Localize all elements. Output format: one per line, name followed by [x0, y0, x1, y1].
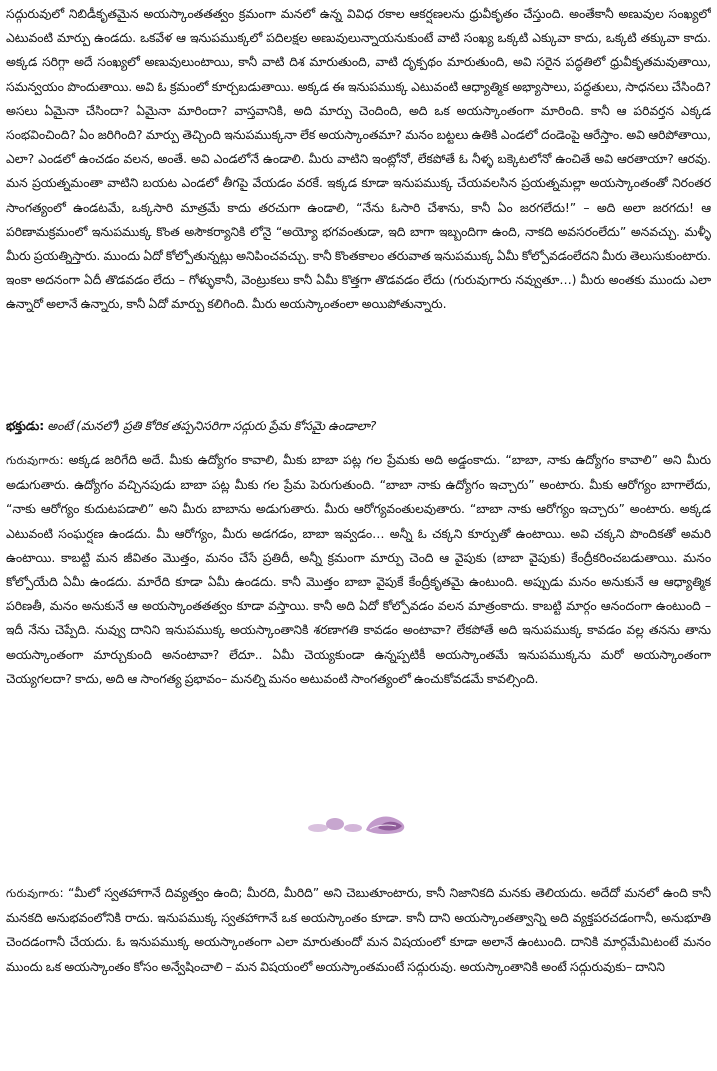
answer-1-speaker: గురువుగారు [6, 454, 60, 467]
petal-1 [308, 824, 328, 832]
petal-2 [326, 818, 344, 830]
flower-petals-divider-icon [6, 795, 711, 851]
petal-3 [344, 824, 362, 832]
question-speaker: భక్తుడు: [6, 418, 45, 433]
ornament-svg [304, 808, 414, 838]
answer-2-speaker: గురువుగారు [6, 887, 60, 900]
answer-1-text: : అక్కడ జరిగేది అదే. మీకు ఉద్యోగం కావాలి, మీకు బాబా పట్ల గల ప్రేమకు అది అడ్డంకాదు. “బాబా, నాకు ఉద్యోగం కావాలి” అని మీరు అడుగుతారు. ఉద్యోగం వచ్చినపుడు బాబా పట్ల మీకు గల ప్రేమ పెరుగుతుంది. “బాబా నాకు ఉద్యోగం ఇచ్చారు” అంటారు. మీకు ఆరోగ్యం బాగాలేదు, “నాకు ఆరోగ్యం కుదుటపడాలి” అని మీరు బాబాను అడుగుతారు. మీరు ఆరోగ్యవంతులవుతారు. “బాబా నాకు ఆరోగ్యం ఇచ్చారు” అంటారు. అక్కడ ఎటువంటి సంఘర్షణ ఉండదు. మీ ఆరోగ్యం, మీరు అడగడం, బాబా ఇవ్వడం… అన్నీ ఓ చక్కని కూర్పుతో ఉంటాయి. అవి చక్కని పొందికతో అమరి ఉంటాయి. కాబట్టి మన జీవితం మొత్తం, మనం చేసే ప్రతిదీ, అన్నీ క్రమంగా మార్పు చెంది ఆ వైపుకు (బాబా వైపుకు) కేంద్రీకరించబడుతాయి. మనం కోల్పోయేది ఏమీ ఉండదు. మారేది కూడా ఏమీ ఉండదు. కానీ మొత్తం బాబా వైపుకే కేంద్రీకృతమై ఉంటుంది. అప్పుడు మనం అనుకునే ఆ ఆధ్యాత్మిక పరిణతీ, మనం అనుకునే ఆ అయస్కాంతతత్వం కూడా వస్తాయి. కానీ అది ఏదో కోల్పోవడం వలన మాత్రంకాదు. కాబట్టి మార్గం ఆనందంగా ఉంటుంది – ఇదీ నేను చెప్పేది. నువ్వు దానిని ఇనుపముక్క అయస్కాంతానికి శరణాగతి కావడం అంటావా? లేకపోతే అది ఇనుపముక్క కావడం వల్ల తనను తాను అయస్కాంతంగా మార్చుకుంది అనంటావా? లేదూ.. ఏమీ చెయ్యకుండా ఉన్నప్పటికీ అయస్కాంతమే ఇనుపముక్కను మరో అయస్కాంతంగా చెయ్యగలదా? కాదు, అది ఆ సాంగత్య ప్రభావం– మనల్ని మనం అటువంటి సాంగత్యంలో ఉంచుకోవడమే కావల్సింది. [6, 452, 711, 686]
answer-2-text: : “మీలో స్వతహాగానే దివ్యత్వం ఉంది; మీరది, మీరిది” అని చెబుతూంటారు, కానీ నిజానికది మనకు తెలియదు. అదేదో మనలో ఉంది కానీ మనకది అనుభవంలోనికి రాదు. ఇనుపముక్క స్వతహాగానే ఒక అయస్కాంతం కూడా. కానీ దాని అయస్కాంతత్వాన్ని అది వ్యక్తపరచడంగానీ, అనుభూతి చెందడంగానీ చేయదు. ఓ ఇనుపముక్క అయస్కాంతంగా ఎలా మారుతుందో మన విషయంలో కూడా అలానే ఉంటుంది. దానికి మార్గమేమిటంటే మనం ముందు ఒక అయస్కాంతం కోసం అన్వేషించాలి – మన విషయంలో అయస్కాంతమంటే సద్గురువు. అయస్కాంతానికి అంటే సద్గురువుకు– దానిని [6, 885, 711, 974]
guru-answer-2 [6, 881, 711, 1071]
question-text: అంటే (మనలో) ప్రతి కోరిక తప్పనిసరిగా సద్గురు ప్రేమ కోసమై ఉండాలా? [44, 418, 377, 433]
devotee-question [6, 414, 711, 442]
guru-answer-1 [6, 448, 711, 793]
paragraph-magnet-analogy: సద్గురువులో నిబిడీకృతమైన అయస్కాంతతత్వం క్రమంగా మనలో ఉన్న వివిధ రకాల ఆకర్షణలను ధ్రువీకృతం చేస్తుంది. అంతేకానీ అణువుల సంఖ్యలో ఎటువంటి మార్పు ఉండదు. ఒకవేళ ఆ ఇనుపముక్కలో పదిలక్షల అణువులున్నాయనుకుంటే వాటి సంఖ్య ఒక్కటి ఎక్కువా కాదు, ఒక్కటి తక్కువా కాదు. అక్కడ సరిగ్గా అదే సంఖ్యలో అణువులుంటాయి, కానీ వాటి దిశ మారుతుంది, వాటి దృక్పథం మారుతుంది, అవి సరైన పద్ధతిలో ధ్రువీకృతమవుతాయి, సమన్వయం పొందుతాయి. అవి ఓ క్రమంలో కూర్చబడుతాయి. అక్కడ ఈ ఇనుపముక్క ఎటువంటి ఆధ్యాత్మిక అభ్యాసాలు, పద్ధతులు, సాధనలు చేసింది? అసలు ఏమైనా చేసిందా? ఏమైనా మారిందా? వాస్తవానికి, అది మార్పు చెందింది, అది ఒక అయస్కాంతంగా మారింది. కానీ ఆ పరివర్తన ఎక్కడ సంభవించింది? ఏం జరిగింది? మార్పు తెచ్చింది ఇనుపముక్కనా లేక అయస్కాంతమా? మనం బట్టలు ఉతికి ఎండలో దండెంపై ఆరేస్తాం. అవి ఆరిపోతాయి, ఎలా? ఎండలో ఉంచడం వలన, అంతే. అవి ఎండలోనే ఉండాలి. మీరు వాటిని ఇంట్లోనో, లేకపోతే ఓ నీళ్ళ బక్కెటలోనో ఉంచితే అవి ఆరతాయా? ఆరవు. మన ప్రయత్నమంతా వాటిని బయట ఎండలో తీగపై వేయడం వరకే. ఇక్కడ కూడా ఇనుపముక్క చేయవలసిన ప్రయత్నమల్లా అయస్కాంతంతో నిరంతర సాంగత్యంలో ఉండటమే, ఒక్కసారి మాత్రమే కాదు తరచుగా ఉండాలి, “నేను ఓసారి చేశాను, కానీ ఏం జరగలేదు!” – అది అలా జరగదు! ఆ పరిణామక్రమంలో ఇనుపముక్క కొంత అసౌకర్యానికి లోనై “అయ్యో భగవంతుడా, ఇది బాగా ఇబ్బందిగా ఉంది, నాకది అవసరంలేదు” అనవచ్చు. మళ్ళీ మీరు ప్రయత్నిస్తారు. ముందు ఏదో కోల్పోతున్నట్లు అనిపించవచ్చు. కానీ కొంతకాలం తరువాత ఇనుపముక్క ఏమీ కోల్పోవడంలేదని మీరు తెలుసుకుంటారు. ఇంకా అదనంగా ఏదీ తొడవడం లేదు – గోళ్ళుకానీ, వెంట్రుకలు కానీ ఏమీ కొత్తగా తొడవడం లేదు (గురువుగారు నవ్వుతూ…) మీరు అంతకు ముందు ఎలా ఉన్నారో అలానే ఉన్నారు, కానీ ఏదో మార్పు కలిగింది. మీరు అయస్కాంతంలా అయిపోతున్నారు. [6, 6, 711, 312]
